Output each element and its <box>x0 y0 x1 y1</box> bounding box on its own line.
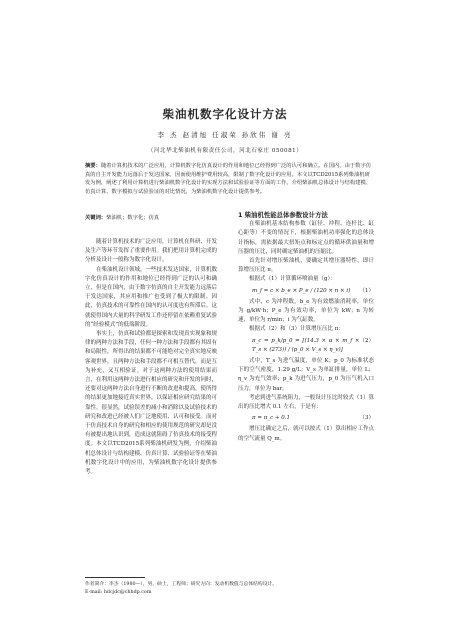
abstract-block <box>85 162 373 196</box>
right-column <box>238 211 374 444</box>
equation-1 <box>252 287 374 296</box>
keywords-text: 柴油机；数字化；仿真 <box>106 215 160 221</box>
equation-1-body: m_f = c × b_e × P_e / (120 × n × i) <box>252 287 351 294</box>
footnote <box>85 581 285 596</box>
abstract-text: 随着计算机技术的广泛应用，计算机数字化仿真设计的作用和地位已经得到广泛的认可和确立。在国内，由于数字仿真的自主开发能力远落后于发达国家，因而使用维护费用较高，限制了数字化设计的应用。本文以TCD2015系列柴油机研发为例，阐述了利用计算机进行柴油机数字化设计的实现方法和试验验证等方面的工作，介绍柴油机总体设计与结构建模、仿真计算、数字模拟与试验验证的对比情况，为柴油机数字化设计提供参考。 <box>85 163 372 195</box>
body-paragraph: 式中，c 为冲程数，b_e 为有效燃油消耗率，单位为 g/kW·h；P_e 为有效功率，单位为 kW；n 为转速，单位为 r/min；i 为气缸数。 <box>238 298 374 324</box>
equation-3 <box>252 414 374 423</box>
body-paragraph: 事实上，仿真和试验都是探索和发现真实现象和规律的两种方法和手段，任何一种方法和手段都有其固有和局限性，所得出的结果都不可能绝对完全真实地反映客观世界，且两种方法和手段都不可相互替代，而是互为补充，又互相验证。对于这两种方法的使用结果而言，在利用这两种方法进行相应的研究和开发的同时，还要对这两种方法自身进行不断的改进和提高，使所得的结果更加地接近真实世界，以保证相应研究结果的可靠性。很显然，试验误差的减小和消除以及试验技术的研究和改进已经被人们广泛地使用、认可和接受。而对于仿真技术自身的研究和相应的使用规范的研究却是没有被提出地认识到，造成这就阻碍了仿真技术的接受程度。本文以TCD2015系列柴油机研发为例，介绍柴油机总体设计与结构建模、仿真计算、试验验证等在柴油机数字化设计中的应用，为柴油机数字化设计提供参考。 <box>85 331 218 476</box>
section-heading: 1 柴油机性能总体参数设计方法 <box>238 211 328 219</box>
abstract-label: 摘要： <box>85 163 101 169</box>
footnote-rule <box>85 577 145 578</box>
equation-2-body: π_c = p_k/p_0 = [(14.3 × α × m_f × T_s × (273)) / (p_0 × V_s × η_v)] <box>252 337 360 353</box>
equation-2-number: （2） <box>359 337 374 344</box>
equation-3-body: π = π_c + 0.1 <box>252 415 291 422</box>
footnote-author-info: 作者简介：李杰（1980—），男，硕士，工程师；研究方向：发动机数值与总体结构设计。 <box>85 582 278 587</box>
equation-2 <box>252 337 374 355</box>
body-paragraph: 在柴油机基本结构参数（缸径、冲程、连杆比、缸心距等）不变的情况下，根据柴油机功率强化的总体设计指标，需依据最大扭矩点和标定点的循环供油量和增压器的压比，同时确定柴油机的压缩比。 <box>238 221 374 255</box>
body-paragraph: 增压比确定之后，就可以按式（1）算出相应工作点的空气流量 Q_m。 <box>238 426 374 442</box>
body-paragraph: 随着计算机技术的广泛应用，计算机在科研、开发及生产等环节发挥了重要作用。我们把用计算机完成的分析及设计一般称为数字化设计。 <box>85 239 218 264</box>
body-paragraph: 根据式（2）和（3）计算增压压比 π： <box>249 326 344 333</box>
author-list: 李 杰 赵清旭 任淑荣 孙欣伟 谢 亮 <box>157 131 293 139</box>
keywords-label: 关键词： <box>85 215 107 221</box>
paper-title: 柴油机数字化设计方法 <box>162 107 288 121</box>
affiliation: （河北华北柴油机有限责任公司，河北石家庄 050081） <box>147 148 303 154</box>
footnote-email: E-mail: hdcjdc@chhdp.com <box>85 589 152 595</box>
body-paragraph: 考虑到进气系统阻力，一般设计压比时较式（1）算出的压比增大 0.1 左右，于是有： <box>238 394 374 411</box>
body-paragraph: 在柴油机设计领域，一些技术发达国家，计算机数字化仿真设计的作用和地位已经得到广泛的认可和确立，但是在国内，由于数字仿真的自主开发能力远落后于发达国家，其应用和推广也受到了极大的限制。因此，仿真技术的可靠性在国内的认可度也有所滞后。这就使得国内大量的科学研发工作还停留在依赖重复试验的“经验模式”的低端阶段。 <box>85 266 218 328</box>
left-column <box>85 238 217 477</box>
equation-1-number: （1） <box>359 287 374 294</box>
body-paragraph: 根据式（1）计算循环喷油量（g）： <box>249 276 336 283</box>
body-paragraph: 首先针对增压柴油机，要确定其增压器特性，即计算增压压比 π。 <box>238 258 374 274</box>
equation-3-number: （3） <box>359 415 374 422</box>
body-paragraph: 式中，T_s 为进气温度，单位 K；p_0 为标准状态下的空气密度，1.29 g/L；V_s 为单缸排量，单位 L；η_v 为充气效率；p_k 为进气压力，p_0 为压气机入口压力，单位为 bar。 <box>238 358 374 392</box>
